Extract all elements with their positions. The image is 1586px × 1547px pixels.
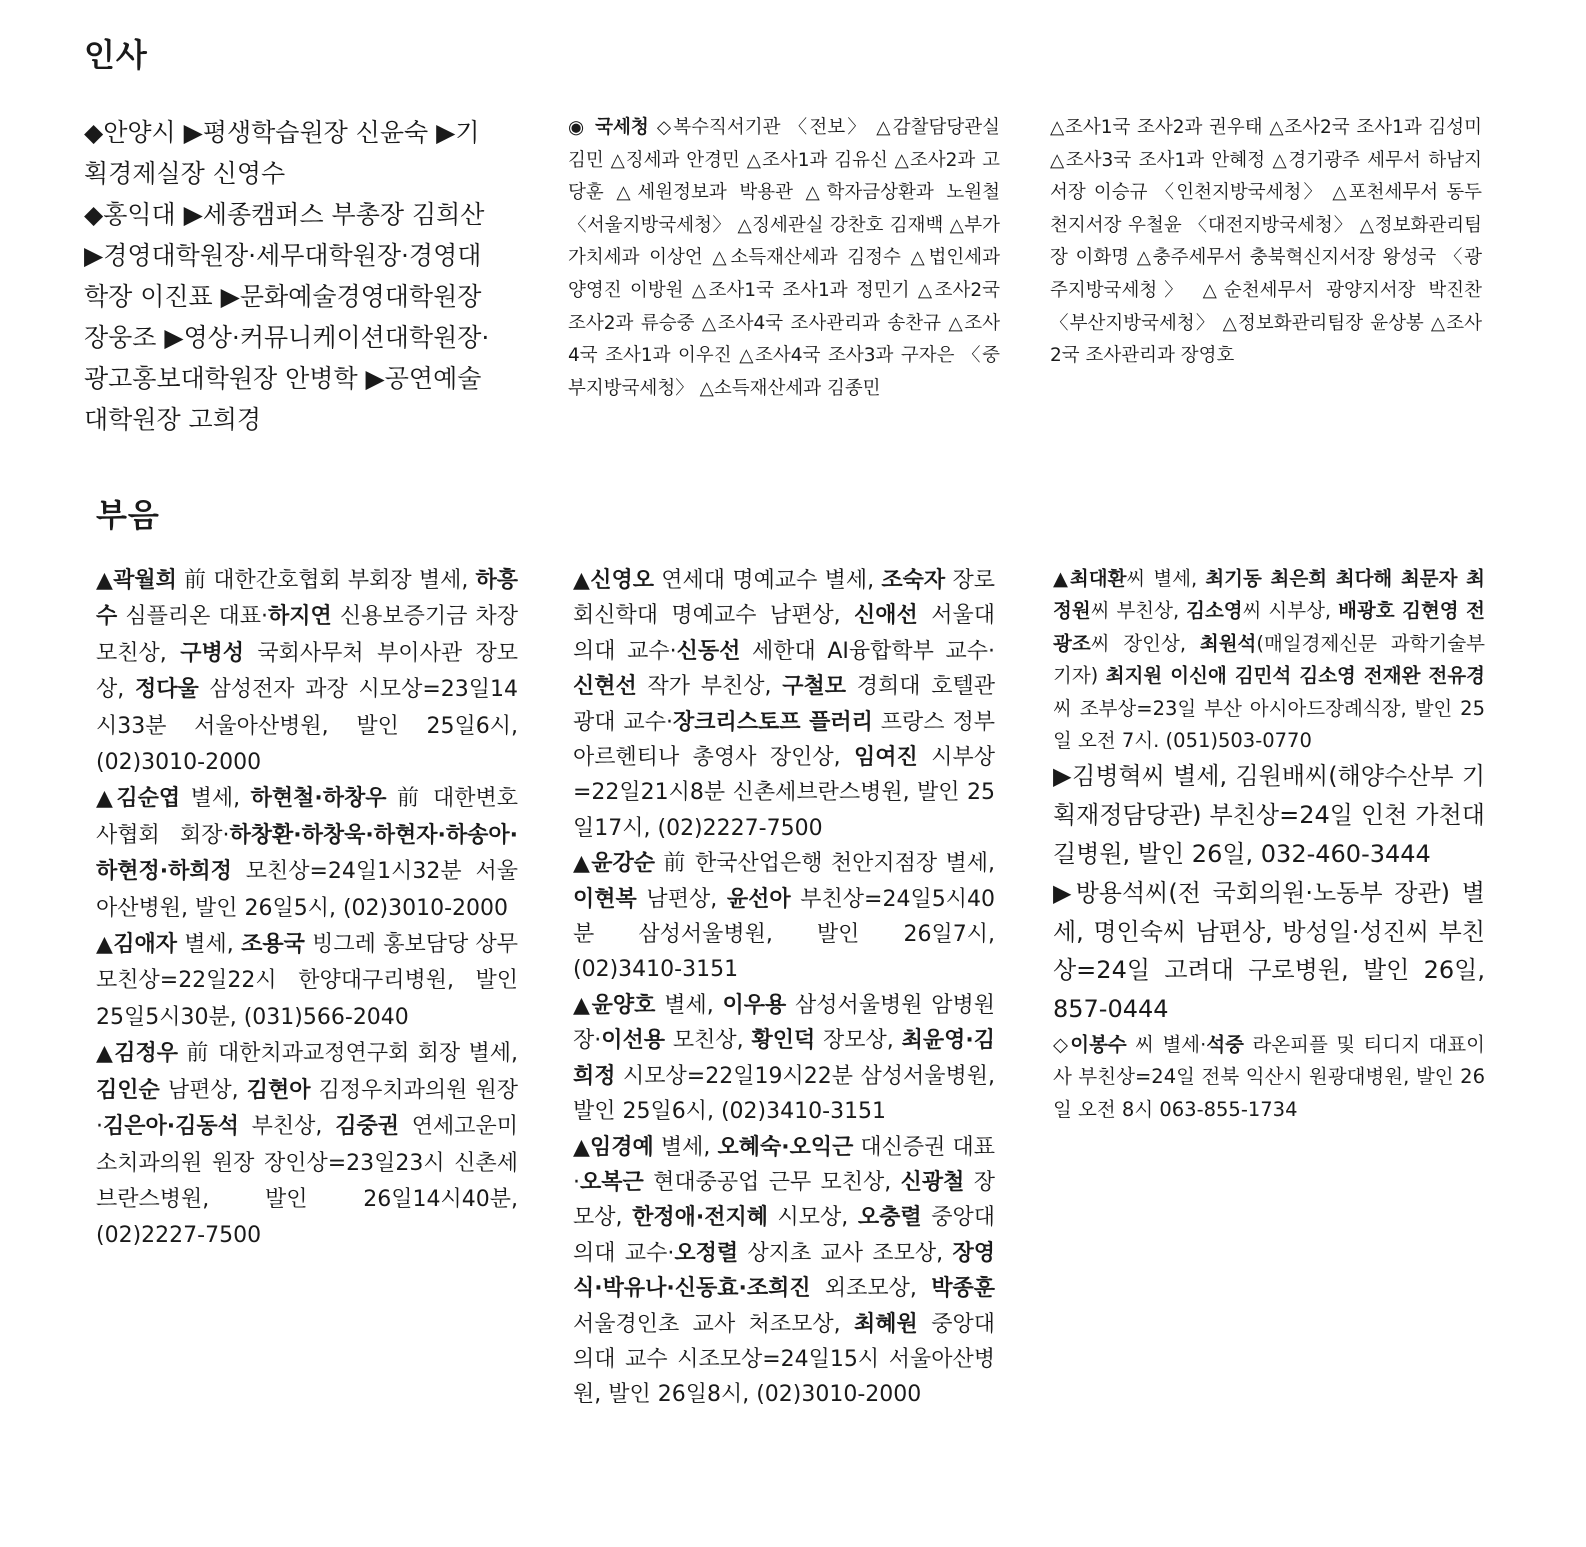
entry-name-bold: 하현철·하창우 bbox=[250, 786, 387, 812]
entry-text: 연세대 명예교수 별세, bbox=[653, 568, 882, 593]
entry-name-bold: 이우용 bbox=[722, 992, 787, 1018]
entry-name-bold: 황인덕 bbox=[751, 1028, 816, 1054]
entry-name-bold: 한정애·전지혜 bbox=[632, 1205, 768, 1231]
entry-text: 별세, bbox=[180, 786, 251, 812]
entry-text: 국회사무처 부이사관 장모상, bbox=[96, 640, 518, 703]
entry-paragraph bbox=[1053, 757, 1485, 873]
entry-text: 김정우치과의원 원장· bbox=[96, 1077, 518, 1140]
entry-name-bold: 최지원 이신애 김민석 김소영 전재완 전유경 bbox=[1105, 664, 1485, 688]
entry-text: ▶김병혁씨 별세, 김원배씨(해양수산부 기획재정담당관) 부친상=24일 인천 가천대 길병원, 발인 26일, 032-460-3444 bbox=[1053, 762, 1485, 869]
entry-text: 시모상=22일19시22분 삼성서울병원, 발인 25일6시, (02)3410-3151 bbox=[573, 1063, 995, 1125]
entry-name-bold: ▲김정우 bbox=[96, 1041, 179, 1067]
entry-name-bold: 김현아 bbox=[246, 1077, 311, 1103]
entry-text: 시부상=22일21시8분 신촌세브란스병원, 발인 25일17시, (02)2227-7500 bbox=[573, 745, 995, 841]
entry-text: 남편상, bbox=[159, 1077, 247, 1103]
entry-name-bold: 석중 bbox=[1206, 1033, 1245, 1057]
entry-text: 前 대한간호협회 부회장 별세, bbox=[176, 568, 476, 593]
entry-paragraph bbox=[573, 563, 995, 846]
entry-paragraph bbox=[96, 563, 518, 781]
entry-name-bold: 정다울 bbox=[135, 677, 199, 703]
entry-name-bold: ▲윤강순 bbox=[573, 851, 656, 877]
entry-text: 부친상, bbox=[238, 1114, 336, 1140]
entry-paragraph bbox=[573, 1130, 995, 1413]
section-title-obituary: 부음 bbox=[96, 496, 160, 534]
entry-paragraph bbox=[568, 112, 1000, 405]
entry-text: 서울경인초 교사 처조모상, bbox=[573, 1311, 855, 1337]
entry-text: 작가 부친상, bbox=[636, 674, 783, 700]
entry-text: 대신증권 대표· bbox=[573, 1134, 996, 1195]
entry-paragraph bbox=[96, 1036, 518, 1254]
entry-name-bold: 장영식·박유나·신동효·조희진 bbox=[573, 1240, 995, 1302]
entry-name-bold: 조용국 bbox=[241, 932, 305, 958]
entry-paragraph bbox=[1053, 1029, 1485, 1126]
entry-name-bold: 오혜숙·오익근 bbox=[717, 1134, 854, 1160]
entry-text: 부친상=24일5시40분 삼성서울병원, 발인 26일7시, (02)3410-3151 bbox=[573, 886, 995, 983]
entry-name-bold: 배광호 김현영 전광조 bbox=[1053, 599, 1485, 655]
entry-text: 시모상, bbox=[767, 1205, 858, 1231]
entry-name-bold: 하창환·하창욱·하현자·하송아·하현정·하희정 bbox=[96, 822, 518, 885]
entry-name-bold: 최기동 최은희 최다해 최문자 최정원 bbox=[1053, 567, 1485, 623]
entry-text: 삼성서울병원 암병원장· bbox=[573, 992, 995, 1054]
entry-text: 중앙대 의대 교수· bbox=[573, 1205, 995, 1266]
entry-paragraph bbox=[1053, 874, 1485, 1029]
entry-name-bold: 오복근 bbox=[580, 1169, 644, 1195]
personnel-column-3 bbox=[1050, 112, 1482, 373]
entry-name-bold: 김인순 bbox=[96, 1077, 160, 1103]
entry-text: 심플리온 대표· bbox=[117, 604, 268, 630]
entry-name-bold: 최원석 bbox=[1199, 631, 1257, 655]
entry-text: 상지초 교사 조모상, bbox=[738, 1240, 953, 1266]
entry-text: 모친상=24일1시32분 서울아산병원, 발인 26일5시, (02)3010-2000 bbox=[96, 859, 518, 921]
entry-name-bold: ◉ 국세청 bbox=[568, 117, 649, 138]
entry-name-bold: 신현선 bbox=[573, 674, 637, 700]
entry-text: ◇복수직서기관 〈전보〉 △감찰담당관실 김민 △징세과 안경민 △조사1과 김유신 △조사2과 고당훈 △세원정보과 박용관 △학자금상환과 노원철 〈서울지방국세청〉 △징세관실 강찬호 김재백 △부가가치세과 이상언 △소득재산세과 김정수 △법인세과 양영진 이방원 △조사1국 조사1과 정민기 △조사2국 조사2과 류승중 △조사4국 조사관리과 송찬규 △조사4국 조사1과 이우진 △조사4국 조사3과 구자은 〈중부지방국세청〉 △소득재산세과 김종민 bbox=[568, 117, 1000, 399]
entry-paragraph bbox=[573, 988, 995, 1130]
entry-text: 별세, bbox=[653, 1134, 718, 1160]
entry-name-bold: 김은아·김동석 bbox=[103, 1114, 239, 1140]
entry-paragraph bbox=[96, 927, 518, 1036]
entry-name-bold: 이현복 bbox=[573, 886, 637, 912]
obituary-column-1 bbox=[96, 563, 518, 1255]
entry-name-bold: 장크리스토프 플러리 bbox=[672, 709, 873, 735]
entry-text: 씨 조부상=23일 부산 아시아드장례식장, 발인 25일 오전 7시. (051)503-0770 bbox=[1053, 696, 1485, 753]
entry-paragraph bbox=[1053, 563, 1485, 757]
entry-text: ◆안양시 ▶평생학습원장 신윤숙 ▶기획경제실장 신영수 bbox=[84, 118, 480, 188]
entry-name-bold: ◇이봉수 bbox=[1053, 1033, 1127, 1057]
entry-text: 외조모상, bbox=[810, 1276, 932, 1302]
entry-name-bold: 임여진 bbox=[854, 745, 918, 771]
entry-name-bold: 하흥수 bbox=[96, 568, 518, 630]
entry-text: 모친상, bbox=[665, 1028, 752, 1054]
entry-name-bold: 신애선 bbox=[854, 603, 918, 629]
entry-name-bold: 조숙자 bbox=[881, 568, 946, 593]
entry-name-bold: ▲곽월희 bbox=[96, 568, 177, 593]
entry-name-bold: 구철모 bbox=[782, 674, 847, 700]
entry-text: 남편상, bbox=[636, 886, 727, 912]
entry-text: 라온피플 및 티디지 대표이사 부친상=24일 전북 익산시 원광대병원, 발인 26일 오전 8시 063-855-1734 bbox=[1053, 1033, 1485, 1121]
entry-paragraph bbox=[573, 846, 995, 988]
entry-paragraph bbox=[96, 781, 518, 927]
entry-name-bold: 윤선아 bbox=[726, 886, 791, 912]
entry-name-bold: 최혜원 bbox=[854, 1311, 918, 1337]
entry-text: 별세, bbox=[176, 932, 242, 958]
entry-text: 서울대 의대 교수· bbox=[573, 603, 995, 664]
entry-text: ▶방용석씨(전 국회의원·노동부 장관) 별세, 명인숙씨 남편상, 방성일·성진씨 부친상=24일 고려대 구로병원, 발인 26일, 857-0444 bbox=[1053, 878, 1485, 1024]
entry-name-bold: ▲임경예 bbox=[573, 1134, 654, 1160]
entry-paragraph bbox=[1050, 112, 1482, 373]
entry-text: 별세, bbox=[655, 992, 723, 1018]
entry-paragraph bbox=[84, 194, 499, 440]
entry-text: 현대중공업 근무 모친상, bbox=[643, 1169, 901, 1195]
entry-name-bold: 신동선 bbox=[676, 638, 741, 664]
entry-text: 빙그레 홍보담당 상무 모친상=22일22시 한양대구리병원, 발인 25일5시30분, (031)566-2040 bbox=[96, 932, 518, 1030]
entry-name-bold: ▲최대환 bbox=[1053, 567, 1127, 590]
entry-text: 장모상, bbox=[573, 1169, 995, 1231]
entry-text: 前 대한변호사협회 회장· bbox=[96, 786, 518, 848]
section-title-personnel: 인사 bbox=[84, 36, 148, 74]
entry-name-bold: ▲윤양호 bbox=[573, 992, 656, 1018]
entry-text: 장로회신학대 명예교수 남편상, bbox=[573, 568, 995, 629]
personnel-column-1 bbox=[84, 112, 499, 440]
entry-text: 신용보증기금 차장 모친상, bbox=[96, 604, 518, 666]
entry-paragraph bbox=[84, 112, 499, 194]
entry-text: ◆홍익대 ▶세종캠퍼스 부총장 김희산 ▶경영대학원장·세무대학원장·경영대학장 이진표 ▶문화예술경영대학원장 장웅조 ▶영상·커뮤니케이션대학원장·광고홍보대학원장 안병학 ▶공연예술대학원장 고희경 bbox=[84, 200, 490, 434]
entry-text: 삼성전자 과장 시모상=23일14시33분 서울아산병원, 발인 25일6시, (02)3010-2000 bbox=[96, 677, 518, 776]
entry-text: 프랑스 정부 아르헨티나 총영사 장인상, bbox=[573, 709, 995, 771]
entry-name-bold: ▲신영오 bbox=[573, 568, 654, 593]
entry-text: 前 한국산업은행 천안지점장 별세, bbox=[655, 851, 995, 877]
entry-text: 씨 시부상, bbox=[1242, 599, 1339, 623]
entry-text: 씨 별세· bbox=[1126, 1033, 1207, 1057]
entry-name-bold: 신광철 bbox=[900, 1169, 965, 1195]
entry-text: 씨 장인상, bbox=[1090, 631, 1200, 655]
obituary-column-2 bbox=[573, 563, 995, 1413]
entry-text: 씨 부친상, bbox=[1090, 599, 1187, 623]
entry-name-bold: ▲김순엽 bbox=[96, 786, 181, 812]
entry-text: 연세고운미소치과의원 원장 장인상=23일23시 신촌세브란스병원, 발인 26일14시40분, (02)2227-7500 bbox=[96, 1114, 518, 1249]
entry-name-bold: 구병성 bbox=[180, 640, 244, 666]
entry-text: 경희대 호텔관광대 교수· bbox=[573, 674, 996, 735]
entry-text: (매일경제신문 과학기술부 기자) bbox=[1053, 631, 1485, 688]
entry-name-bold: 박종훈 bbox=[931, 1276, 995, 1302]
entry-name-bold: 최윤영·김희정 bbox=[573, 1028, 995, 1089]
entry-name-bold: ▲김애자 bbox=[96, 932, 177, 958]
entry-text: 前 대한치과교정연구회 회장 별세, bbox=[178, 1041, 518, 1067]
entry-name-bold: 이선용 bbox=[601, 1028, 666, 1054]
entry-text: 씨 별세, bbox=[1126, 567, 1206, 590]
entry-text: 세한대 AI융합학부 교수· bbox=[740, 638, 995, 664]
entry-text: 중앙대 의대 교수 시조모상=24일15시 서울아산병원, 발인 26일8시, (02)3010-2000 bbox=[573, 1311, 995, 1408]
entry-text: 장모상, bbox=[815, 1028, 902, 1054]
entry-name-bold: 오정렬 bbox=[674, 1240, 739, 1266]
entry-name-bold: 김중권 bbox=[335, 1114, 399, 1140]
entry-name-bold: 오충렬 bbox=[857, 1205, 922, 1231]
obituary-column-3 bbox=[1053, 563, 1485, 1126]
entry-text: △조사1국 조사2과 권우태 △조사2국 조사1과 김성미 △조사3국 조사1과 안혜정 △경기광주 세무서 하남지서장 이승규 〈인천지방국세청〉 △포천세무서 동두천지서장 우철윤 〈대전지방국세청〉 △정보화관리팀장 이화명 △충주세무서 충북혁신지서장 왕성국 〈광주지방국세청〉 △순천세무서 광양지서장 박진찬 〈부산지방국세청〉 △정보화관리팀장 윤상봉 △조사2국 조사관리과 장영호 bbox=[1050, 117, 1482, 367]
personnel-column-2 bbox=[568, 112, 1000, 405]
entry-name-bold: 하지연 bbox=[267, 604, 332, 630]
entry-name-bold: 김소영 bbox=[1186, 599, 1243, 623]
